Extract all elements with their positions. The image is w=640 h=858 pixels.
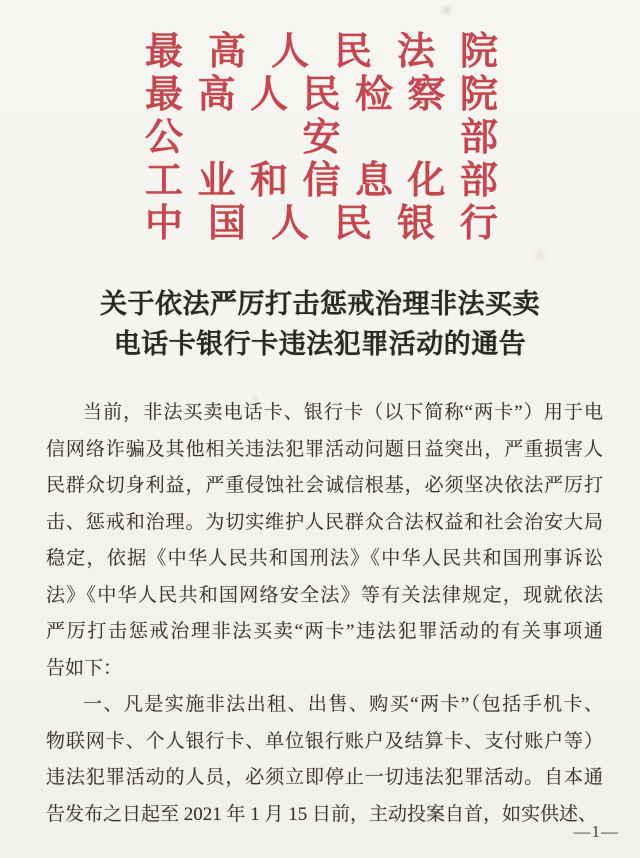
agency-name-5: 中 国 人 民 银 行	[145, 203, 498, 245]
body-line-p2-l2: 物联网卡、个人银行卡、单位银行账户及结算卡、支付账户等）	[46, 730, 603, 752]
body-line-p1-l3: 民群众切身利益，严重侵蚀社会诚信根基，必须坚决依法严厉打	[46, 475, 603, 496]
body-line-p1-l1: 当前，非法买卖电话卡、银行卡（以下简称“两卡”）用于电	[83, 402, 603, 423]
body-line-p2-l1: 一、凡是实施非法出租、出售、购买“两卡”（包括手机卡、	[83, 694, 603, 715]
agency-name-4: 工 业 和 信 息 化 部	[145, 160, 498, 202]
body-line-p1-l5: 稳定，依据《中华人民共和国刑法》《中华人民共和国刑事诉讼	[46, 548, 603, 569]
body-line-p2-l3: 违法犯罪活动的人员，必须立即停止一切违法犯罪活动。自本通	[46, 767, 603, 788]
body-line-p1-l2: 信网络诈骗及其他相关违法犯罪活动问题日益突出，严重损害人	[46, 438, 603, 460]
notice-body	[46, 395, 603, 833]
body-line-p1-l6: 法》《中华人民共和国网络安全法》等有关法律规定，现就依法	[46, 584, 603, 606]
letterhead	[145, 31, 498, 246]
page-number: —1—	[573, 822, 619, 841]
agency-name-1: 最 高 人 民 法 院	[145, 31, 498, 73]
notice-title-line-1: 关于依法严厉打击惩戒治理非法买卖	[100, 289, 540, 319]
notice-title-line-2: 电话卡银行卡违法犯罪活动的通告	[113, 329, 527, 359]
body-line-p2-l4: 告发布之日起至 2021 年 1 月 15 日前，主动投案自首，如实供述、	[46, 803, 598, 825]
notice-title	[0, 284, 640, 364]
body-line-p1-l7: 严厉打击惩戒治理非法买卖“两卡”违法犯罪活动的有关事项通	[46, 621, 603, 642]
body-line-p1-l8: 告如下：	[46, 657, 123, 679]
agency-name-2: 最 高 人 民 检 察 院	[145, 74, 498, 116]
body-line-p1-l4: 击、惩戒和治理。为切实维护人民群众合法权益和社会治安大局	[46, 511, 603, 533]
agency-name-3: 公 安 部	[145, 117, 498, 159]
